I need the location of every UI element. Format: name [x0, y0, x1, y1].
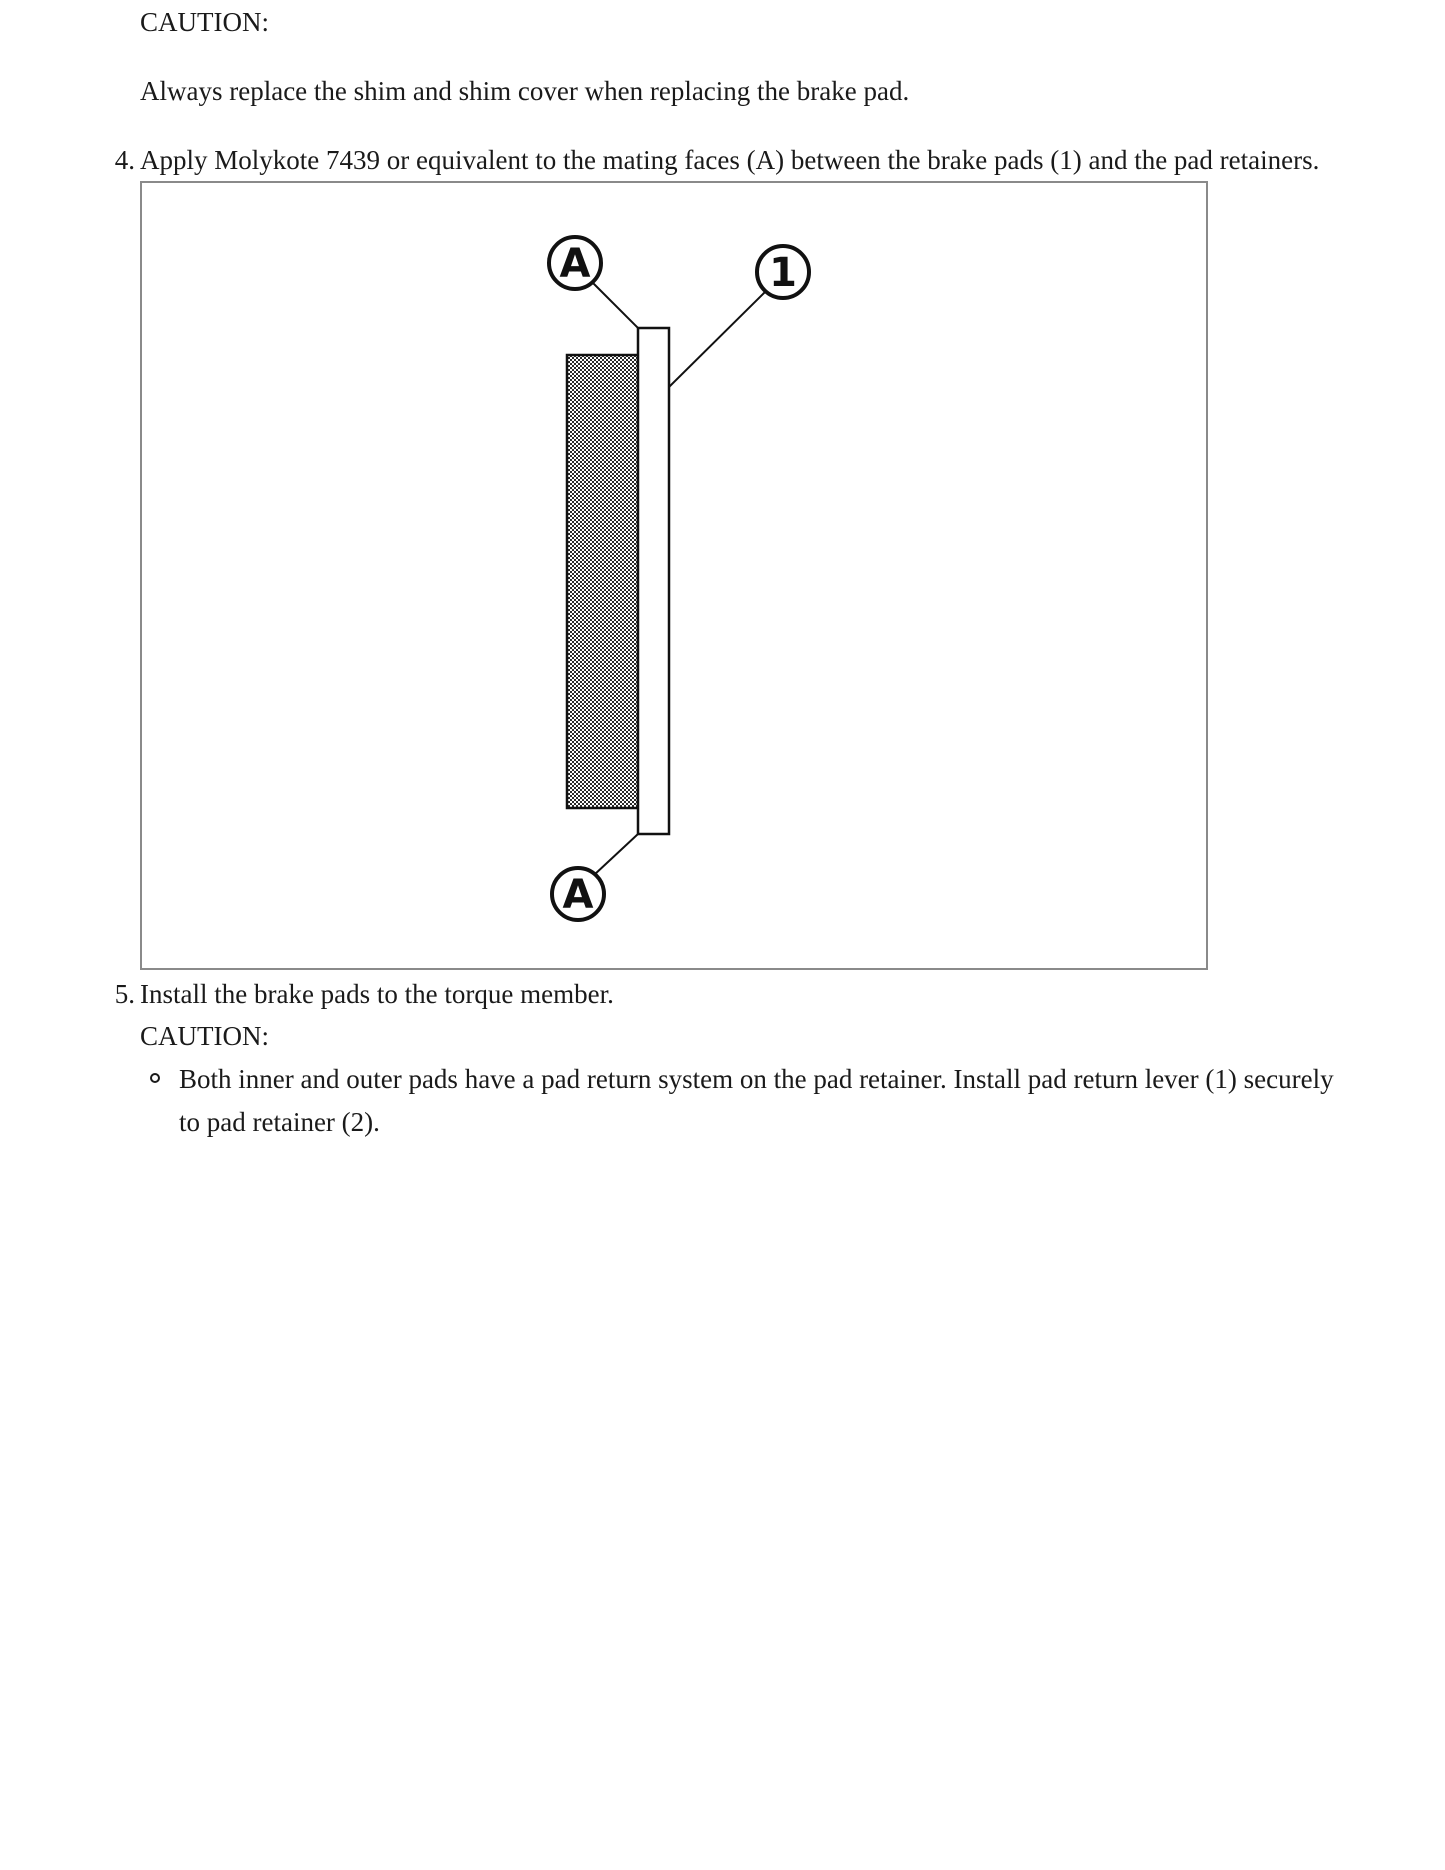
- caution-heading: CAUTION:: [140, 7, 269, 37]
- step-text: Install the brake pads to the torque member.: [140, 979, 614, 1009]
- step-number: 4.: [114, 145, 135, 175]
- callout-a-top: [549, 237, 601, 289]
- callout-1: [757, 246, 809, 298]
- svg-text:A: A: [562, 872, 594, 918]
- svg-text:1: 1: [769, 250, 797, 296]
- bullet-marker: [150, 1073, 160, 1083]
- step-text: Apply Molykote 7439 or equivalent to the mating faces (A) between the brake pads (1) and the pad retainers.: [140, 145, 1320, 175]
- callout-a-bottom: [552, 868, 604, 920]
- caution-bullet-line: Both inner and outer pads have a pad return system on the pad retainer. Install pad return lever (1) securely: [179, 1064, 1334, 1094]
- pad-backing-plate: [638, 328, 669, 834]
- brake-pad-diagram: [140, 181, 1208, 970]
- caution-text: Always replace the shim and shim cover when replacing the brake pad.: [140, 76, 910, 106]
- leader-line-top-a: [590, 280, 639, 329]
- caution-heading: CAUTION:: [140, 1021, 269, 1051]
- leader-line-part-1: [669, 292, 765, 387]
- svg-text:A: A: [559, 241, 591, 287]
- caution-bullet-line: to pad retainer (2).: [179, 1107, 380, 1137]
- leader-line-bottom-a: [594, 834, 638, 875]
- step-number: 5.: [114, 979, 135, 1009]
- pad-friction-material: [567, 355, 638, 808]
